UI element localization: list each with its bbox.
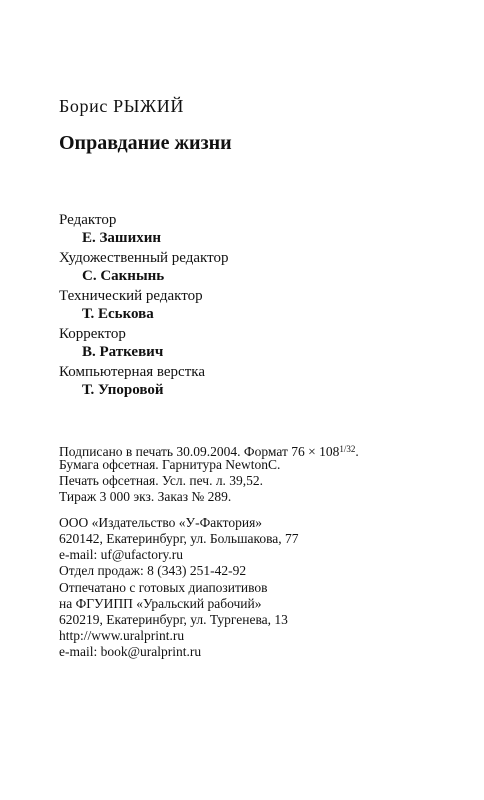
publisher-block (59, 515, 459, 579)
printer-email: e-mail: book@uralprint.ru (59, 644, 202, 659)
format-suffix: . (355, 444, 359, 459)
staff-role: Корректор (59, 326, 126, 342)
publisher-name: ООО «Издательство «У-Фактория» (59, 515, 263, 530)
printer-url: http://www.uralprint.ru (59, 628, 185, 643)
publisher-address: 620142, Екатеринбург, ул. Большакова, 77 (59, 531, 299, 546)
print-info-block (59, 441, 459, 505)
printer-address: 620219, Екатеринбург, ул. Тургенева, 13 (59, 612, 288, 627)
author-last-name: РЫЖИЙ (113, 96, 184, 116)
paper-line: Бумага офсетная. Гарнитура NewtonC. (59, 457, 281, 472)
printer-block (59, 580, 459, 660)
printer-line-2: на ФГУИПП «Уральский рабочий» (59, 596, 262, 611)
printer-line-1: Отпечатано с готовых диапозитивов (59, 580, 268, 595)
author-first-name: Борис (59, 96, 108, 116)
book-author (59, 96, 184, 117)
staff-credits (59, 211, 459, 401)
staff-name: Е. Зашихин (82, 230, 162, 246)
staff-name: Т. Упоровой (82, 382, 164, 398)
publisher-sales-phone: Отдел продаж: 8 (343) 251-42-92 (59, 563, 247, 578)
publisher-email: e-mail: uf@ufactory.ru (59, 547, 184, 562)
run-line: Тираж 3 000 экз. Заказ № 289. (59, 489, 232, 504)
staff-role: Технический редактор (59, 288, 203, 304)
signed-for-print-text: Подписано в печать 30.09.2004. Формат 76 × 108 (59, 444, 340, 459)
staff-name: Т. Еськова (82, 306, 154, 322)
format-fraction: 1/32 (339, 444, 356, 454)
staff-role: Компьютерная верстка (59, 364, 205, 380)
signed-for-print-line (59, 441, 459, 457)
staff-role: Редактор (59, 212, 117, 228)
book-title: Оправдание жизни (59, 132, 232, 154)
staff-name: В. Раткевич (82, 344, 164, 360)
staff-role: Художественный редактор (59, 250, 229, 266)
sheets-line: Печать офсетная. Усл. печ. л. 39,52. (59, 473, 264, 488)
staff-name: С. Сакнынь (82, 268, 165, 284)
